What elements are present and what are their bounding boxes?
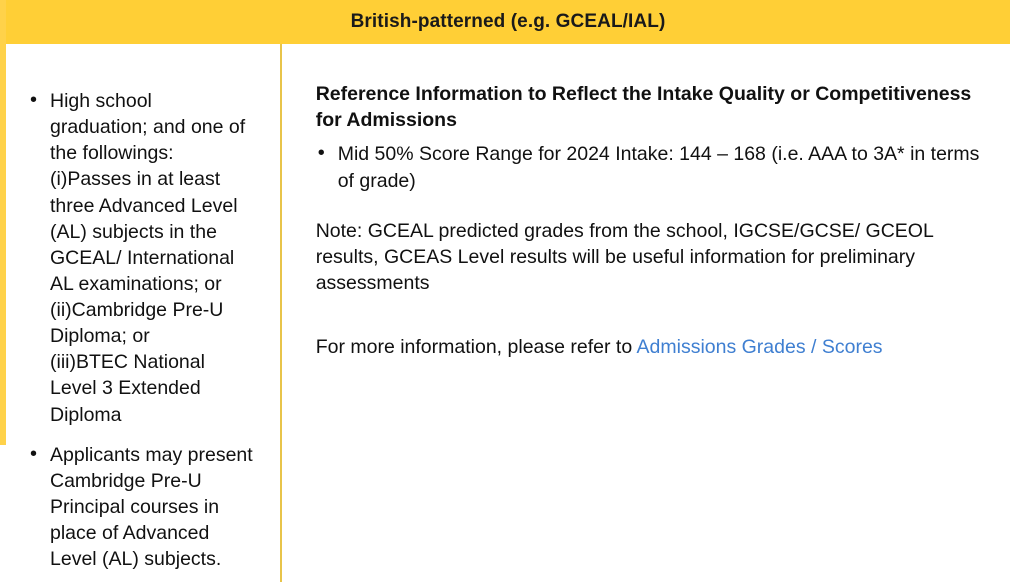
entry-requirements-list — [28, 88, 254, 572]
note-text: Note: GCEAL predicted grades from the school, IGCSE/GCSE/ GCEOL results, GCEAS Level results will be useful information for preliminary assessments — [315, 219, 934, 294]
more-information-prefix: For more information, please refer to — [315, 336, 637, 359]
more-information — [316, 334, 990, 360]
list-item: • Applicants may present Cambridge Pre-U Principal courses in place of Advanced Level (AL) subjects. — [50, 442, 254, 573]
card-body — [6, 44, 1010, 582]
scores-link[interactable]: Scores — [821, 336, 883, 359]
list-item: • High school graduation; and one of the followings: (i)Passes in at least three Advanced Level (AL) subjects in the GCEAL/ International AL examinations; or (ii)Cambridge Pre-U Diploma; or (iii)BTEC National Level 3 Extended Diploma — [50, 88, 254, 428]
admissions-grades-link[interactable]: Admissions Grades — [636, 336, 806, 359]
left-column — [6, 44, 280, 582]
card-header — [6, 0, 1010, 44]
page-title: British-patterned (e.g. GCEAL/IAL) — [350, 11, 666, 32]
right-column — [280, 44, 1010, 582]
link-separator: / — [805, 336, 822, 359]
reference-info-list — [316, 141, 990, 193]
list-item: • Mid 50% Score Range for 2024 Intake: 144 – 168 (i.e. AAA to 3A* in terms of grade) — [338, 141, 990, 193]
reference-info-title: Reference Information to Reflect the Intake Quality or Competitiveness for Admissions — [315, 83, 972, 131]
